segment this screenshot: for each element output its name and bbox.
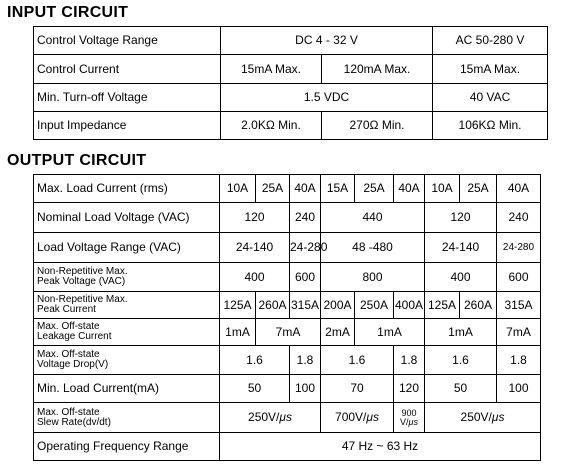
- cell-value: [394, 403, 425, 433]
- cell-value: 106KΩ Min.: [433, 112, 548, 140]
- cell-value: 15mA Max.: [221, 55, 322, 84]
- table-row: [34, 55, 548, 84]
- cell-value: 50: [220, 375, 290, 403]
- row-label: [34, 319, 220, 346]
- table-row: [34, 203, 541, 233]
- table-row: [34, 292, 541, 319]
- cell-value: 120: [394, 375, 425, 403]
- row-label-line: Slew Rate(dv/dt): [37, 416, 111, 428]
- row-label-line: Peak Current: [37, 304, 96, 315]
- cell-value: 40A: [497, 175, 541, 203]
- cell-value: 1.8: [290, 346, 321, 375]
- row-label: [34, 292, 220, 319]
- table-row: [34, 233, 541, 263]
- row-label: Control Voltage Range: [34, 27, 221, 55]
- table-row: [34, 175, 541, 203]
- cell-value: 24-140: [425, 233, 497, 263]
- cell-value: 70: [321, 375, 394, 403]
- row-label-line: Voltage Drop(V): [37, 359, 109, 370]
- cell-value: 15A: [321, 175, 355, 203]
- cell-value: 50: [425, 375, 497, 403]
- cell-value: 7mA: [497, 319, 541, 346]
- cell-value: 1.6: [220, 346, 290, 375]
- output-circuit-title: OUTPUT CIRCUIT: [7, 152, 147, 169]
- table-row: [34, 403, 541, 433]
- output-circuit-table: [33, 174, 541, 461]
- cell-value: 400: [220, 263, 290, 292]
- cell-value: 2.0KΩ Min.: [221, 112, 322, 140]
- cell-value: 315A: [497, 292, 541, 319]
- cell-value: 48 -480: [321, 233, 425, 263]
- cell-value: 100: [497, 375, 541, 403]
- table-row: [34, 433, 541, 461]
- cell-value: 125A: [220, 292, 256, 319]
- unit-text: μs: [408, 416, 418, 427]
- row-label-line: Max. Off-state: [37, 349, 100, 360]
- row-label: Load Voltage Range (VAC): [34, 233, 220, 263]
- cell-value: [321, 403, 394, 433]
- row-label: Min. Turn-off Voltage: [34, 84, 221, 112]
- cell-value: 100: [290, 375, 321, 403]
- cell-value: 25A: [460, 175, 497, 203]
- cell-value: 15mA Max.: [433, 55, 548, 84]
- row-label: Control Current: [34, 55, 221, 84]
- value-text: 900: [401, 407, 417, 418]
- cell-value: 24-280: [497, 233, 541, 263]
- value-text: 250V/: [460, 410, 492, 425]
- cell-value: 10A: [425, 175, 460, 203]
- cell-value: 315A: [290, 292, 321, 319]
- cell-value: 120: [425, 203, 497, 233]
- table-row: [34, 263, 541, 292]
- row-label-line: Max. Off-state: [37, 321, 100, 332]
- cell-value: 270Ω Min.: [322, 112, 433, 140]
- row-label: Operating Frequency Range: [34, 433, 220, 461]
- table-row: [34, 375, 541, 403]
- cell-value: 40A: [290, 175, 321, 203]
- cell-value: 1.6: [425, 346, 497, 375]
- cell-value: 400: [425, 263, 497, 292]
- row-label: [34, 346, 220, 375]
- cell-value: 47 Hz ~ 63 Hz: [220, 433, 541, 461]
- cell-value: 240: [290, 203, 321, 233]
- table-row: [34, 112, 548, 140]
- cell-value: AC 50-280 V: [433, 27, 548, 55]
- cell-value: 250A: [355, 292, 394, 319]
- cell-value: 200A: [321, 292, 355, 319]
- cell-value: 25A: [256, 175, 290, 203]
- cell-value: 25A: [355, 175, 394, 203]
- table-row: [34, 319, 541, 346]
- cell-value: 600: [290, 263, 321, 292]
- row-label-line: Leakage Current: [37, 331, 112, 342]
- value-text: 700V/: [335, 410, 367, 425]
- cell-value: 125A: [425, 292, 460, 319]
- cell-value: [425, 403, 541, 433]
- row-label: Min. Load Current(mA): [34, 375, 220, 403]
- cell-value: 120mA Max.: [322, 55, 433, 84]
- cell-value: 1.8: [497, 346, 541, 375]
- row-label: [34, 263, 220, 292]
- cell-value: 1mA: [355, 319, 425, 346]
- value-text: 250V/: [248, 410, 280, 425]
- cell-value: 1.6: [321, 346, 394, 375]
- cell-value: 260A: [460, 292, 497, 319]
- unit-text: μs: [279, 410, 292, 425]
- cell-value: 440: [321, 203, 425, 233]
- cell-value: 1mA: [425, 319, 497, 346]
- cell-value: 10A: [220, 175, 256, 203]
- cell-value: 24-280: [290, 233, 321, 263]
- table-row: [34, 346, 541, 375]
- cell-value: DC 4 - 32 V: [221, 27, 433, 55]
- cell-value: 1mA: [220, 319, 256, 346]
- cell-value: 1.5 VDC: [221, 84, 433, 112]
- table-row: [34, 27, 548, 55]
- row-label-line: Non-Repetitive Max.: [37, 266, 128, 277]
- row-label-line: Peak Voltage (VAC): [37, 276, 126, 287]
- table-row: [34, 84, 548, 112]
- cell-value: 120: [220, 203, 290, 233]
- row-label: Nominal Load Voltage (VAC): [34, 203, 220, 233]
- row-label: Max. Load Current (rms): [34, 175, 220, 203]
- unit-text: μs: [491, 410, 505, 425]
- unit-text: μs: [366, 410, 379, 425]
- cell-value: [220, 403, 321, 433]
- cell-value: 2mA: [321, 319, 355, 346]
- cell-value: 1.8: [394, 346, 425, 375]
- value-text: V/: [400, 416, 409, 427]
- input-circuit-table: [33, 26, 548, 140]
- cell-value: 40 VAC: [433, 84, 548, 112]
- cell-value: 240: [497, 203, 541, 233]
- cell-value: 600: [497, 263, 541, 292]
- row-label-line: Max. Off-state: [37, 406, 100, 418]
- cell-value: 24-140: [220, 233, 290, 263]
- cell-value: 40A: [394, 175, 425, 203]
- row-label: Input Impedance: [34, 112, 221, 140]
- row-label-line: Non-Repetitive Max.: [37, 294, 128, 305]
- cell-value: 7mA: [256, 319, 321, 346]
- row-label: [34, 403, 220, 433]
- cell-value: 800: [321, 263, 425, 292]
- input-circuit-title: INPUT CIRCUIT: [7, 4, 129, 21]
- cell-value: 260A: [256, 292, 290, 319]
- cell-value: 400A: [394, 292, 425, 319]
